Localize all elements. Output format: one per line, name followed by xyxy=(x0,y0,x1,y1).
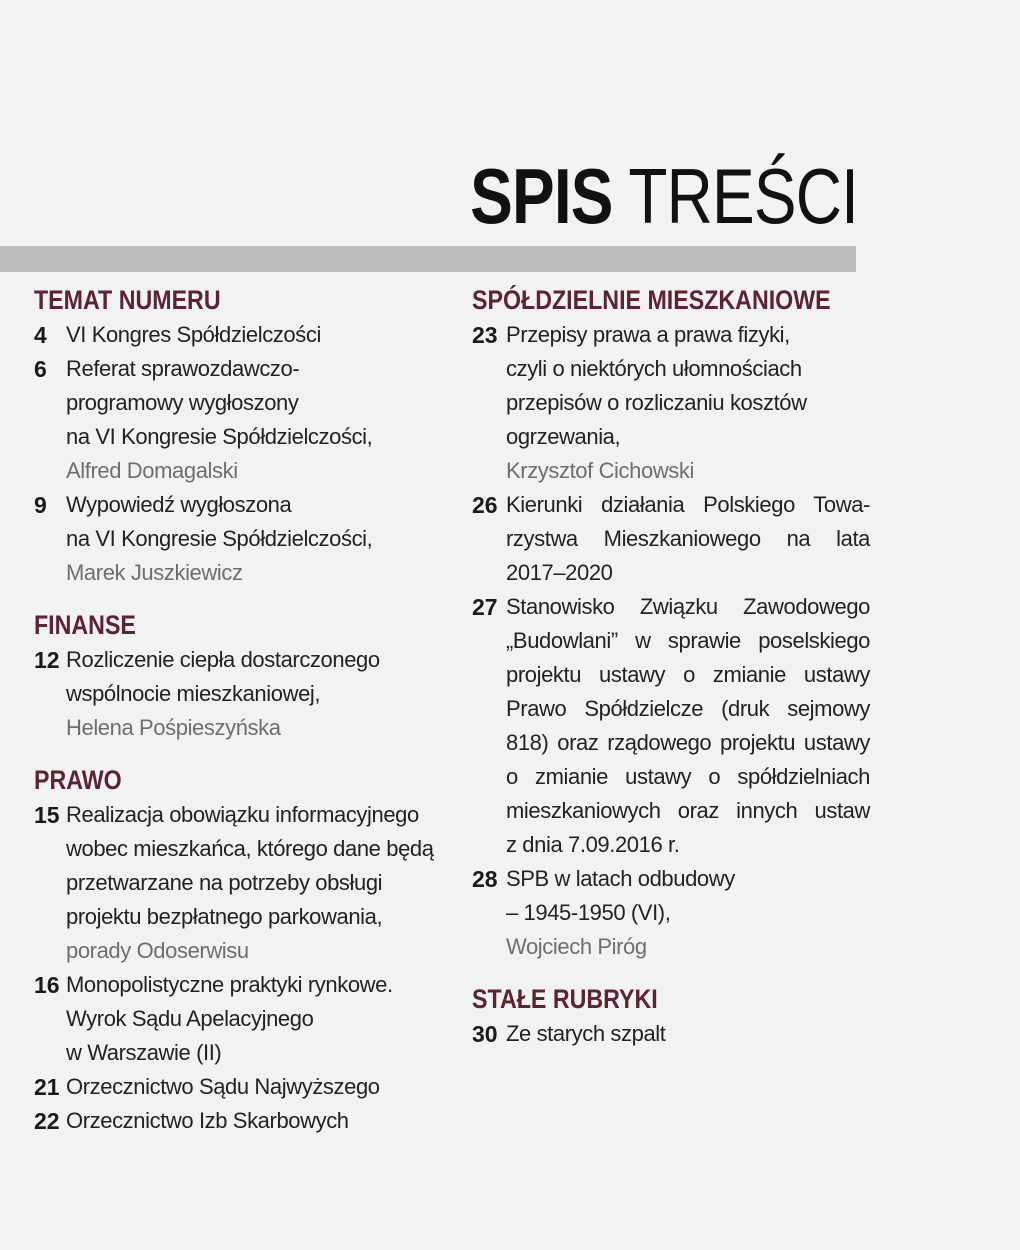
entry-page-number: 28 xyxy=(472,866,498,892)
title-underline-bar xyxy=(0,246,856,272)
entry-title-line: „Budowlani” w sprawie poselskiego xyxy=(506,628,870,653)
entry-page-number: 27 xyxy=(472,594,498,620)
toc-entry[interactable] xyxy=(34,798,444,968)
entry-title-line: Rozliczenie ciepła dostarczonego xyxy=(66,647,380,672)
toc-section xyxy=(34,764,444,1138)
toc-entry[interactable] xyxy=(34,643,444,745)
left-column xyxy=(34,284,444,1157)
toc-section xyxy=(34,284,444,590)
entry-title-line: Przepisy prawa a prawa fizyki, xyxy=(506,322,790,347)
entry-title-line: Referat sprawozdawczo- xyxy=(66,356,300,381)
entry-title-line: VI Kongres Spółdzielczości xyxy=(66,322,321,347)
entry-title-line: wobec mieszkańca, którego dane będą xyxy=(66,836,434,861)
toc-entry[interactable] xyxy=(472,862,870,964)
entry-title-line: programowy wygłoszony xyxy=(66,390,299,415)
right-column xyxy=(472,284,870,1070)
page-title xyxy=(470,152,858,240)
entry-title-line: przetwarzane na potrzeby obsługi xyxy=(66,870,383,895)
entry-page-number: 9 xyxy=(34,492,47,518)
entry-title-line: Realizacja obowiązku informacyjnego xyxy=(66,802,419,827)
entry-title-line: Monopolistyczne praktyki rynkowe. xyxy=(66,972,393,997)
entry-title-line: Wyrok Sądu Apelacyjnego xyxy=(66,1006,314,1031)
entry-author: Wojciech Piróg xyxy=(506,934,647,959)
section-heading: SPÓŁDZIELNIE MIESZKANIOWE xyxy=(472,285,831,315)
entry-page-number: 22 xyxy=(34,1108,60,1134)
entry-title-line: Wypowiedź wygłoszona xyxy=(66,492,292,517)
section-heading: TEMAT NUMERU xyxy=(34,285,221,315)
section-heading: FINANSE xyxy=(34,610,136,640)
entry-title-line: w Warszawie (II) xyxy=(66,1040,222,1065)
toc-entry[interactable] xyxy=(34,1104,444,1138)
entry-title-line: wspólnocie mieszkaniowej, xyxy=(66,681,321,706)
toc-section xyxy=(34,609,444,745)
entry-author: porady Odoserwisu xyxy=(66,938,249,963)
entry-title-line: SPB w latach odbudowy xyxy=(506,866,735,891)
entry-title-line: Orzecznictwo Izb Skarbowych xyxy=(66,1108,349,1133)
toc-entry[interactable] xyxy=(34,352,444,488)
toc-entry[interactable] xyxy=(34,1070,444,1104)
entry-author: Alfred Domagalski xyxy=(66,458,238,483)
entry-author: Marek Juszkiewicz xyxy=(66,560,243,585)
section-heading: STAŁE RUBRYKI xyxy=(472,984,658,1014)
entry-title-line: ogrzewania, xyxy=(506,424,621,449)
entry-title-line: Prawo Spółdzielcze (druk sejmowy xyxy=(506,696,870,721)
toc-entry[interactable] xyxy=(34,488,444,590)
section-heading: PRAWO xyxy=(34,765,122,795)
entry-title-line: Kierunki działania Polskiego Towa- xyxy=(506,492,870,517)
entry-page-number: 21 xyxy=(34,1074,60,1100)
entry-page-number: 4 xyxy=(34,322,47,348)
toc-section xyxy=(472,284,870,964)
toc-entry[interactable] xyxy=(472,488,870,590)
toc-entry[interactable] xyxy=(34,318,444,352)
entry-page-number: 12 xyxy=(34,647,60,673)
toc-entry[interactable] xyxy=(472,590,870,862)
entry-title-line: – 1945-1950 (VI), xyxy=(506,900,671,925)
entry-title-line: na VI Kongresie Spółdzielczości, xyxy=(66,526,373,551)
entry-page-number: 30 xyxy=(472,1021,498,1047)
entry-title-line: na VI Kongresie Spółdzielczości, xyxy=(66,424,373,449)
entry-title-line: Orzecznictwo Sądu Najwyższego xyxy=(66,1074,380,1099)
toc-entry[interactable] xyxy=(472,318,870,488)
entry-title-line: z dnia 7.09.2016 r. xyxy=(506,832,680,857)
entry-page-number: 16 xyxy=(34,972,60,998)
entry-title-line: Stanowisko Związku Zawodowego xyxy=(506,594,870,619)
entry-title-line: przepisów o rozliczaniu kosztów xyxy=(506,390,807,415)
entry-title-line: 2017–2020 xyxy=(506,560,613,585)
page-title-light: TREŚCI xyxy=(612,152,858,240)
entry-title-line: o zmianie ustawy o spółdzielniach xyxy=(506,764,870,789)
entry-page-number: 6 xyxy=(34,356,47,382)
toc-section xyxy=(472,983,870,1051)
toc-entry[interactable] xyxy=(472,1017,870,1051)
entry-page-number: 26 xyxy=(472,492,498,518)
page-title-bold: SPIS xyxy=(470,152,613,240)
entry-title-line: czyli o niektórych ułomnościach xyxy=(506,356,802,381)
entry-title-line: projektu ustawy o zmianie ustawy xyxy=(506,662,870,687)
entry-title-line: Ze starych szpalt xyxy=(506,1021,666,1046)
entry-page-number: 23 xyxy=(472,322,498,348)
entry-author: Helena Pośpieszyńska xyxy=(66,715,281,740)
entry-page-number: 15 xyxy=(34,802,60,828)
entry-title-line: 818) oraz rządowego projektu ustawy xyxy=(506,730,870,755)
entry-title-line: projektu bezpłatnego parkowania, xyxy=(66,904,383,929)
entry-author: Krzysztof Cichowski xyxy=(506,458,694,483)
entry-title-line: rzystwa Mieszkaniowego na lata xyxy=(506,526,870,551)
toc-entry[interactable] xyxy=(34,968,444,1070)
entry-title-line: mieszkaniowych oraz innych ustaw xyxy=(506,798,870,823)
